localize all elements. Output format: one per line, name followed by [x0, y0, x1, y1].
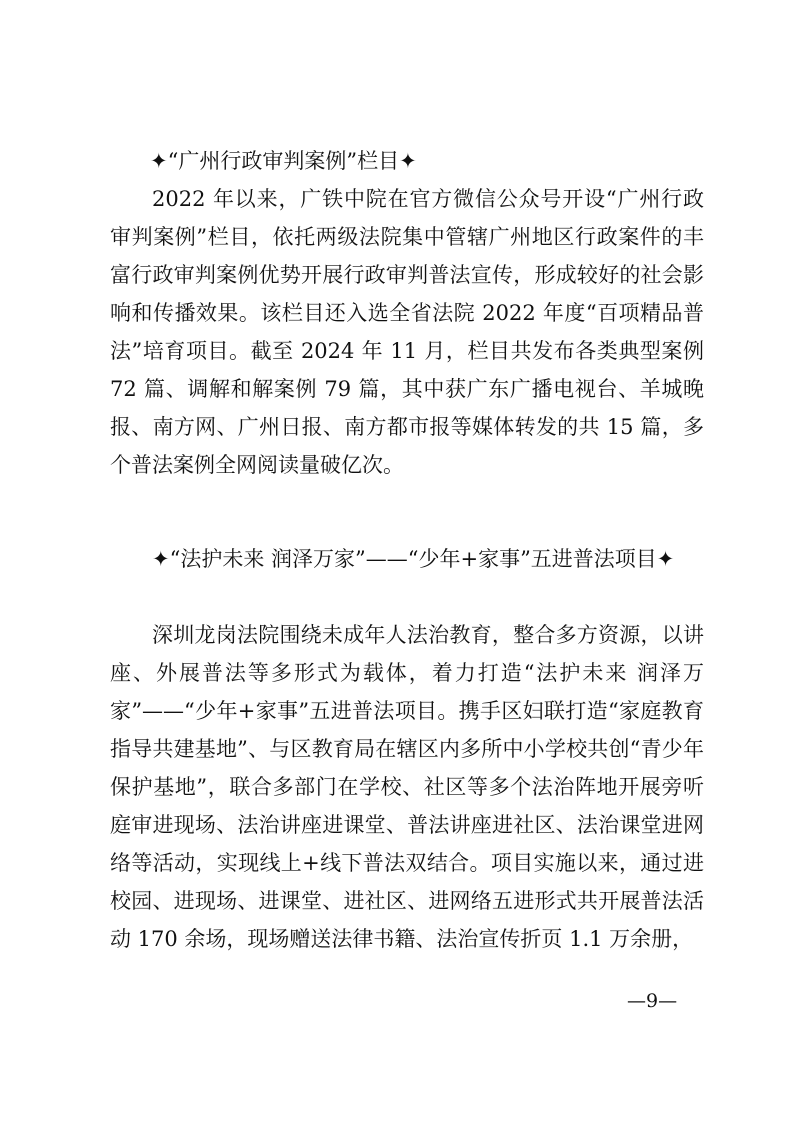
section-heading: ✦“广州行政审判案例”栏目✦ [150, 149, 417, 173]
section-paragraph: 深圳龙岗法院围绕未成年人法治教育，整合多方资源，以讲座、外展普法等多形式为载体，着力打造“法护未来 润泽万家”——“少年+家事”五进普法项目。携手区妇联打造“家庭教育指导共建基地”、与区教育局在辖区内多所中小学校共创“青少年保护基地”，联合多部门在学校、社区等多个法治阵地开展旁听庭审进现场、法治讲座进课堂、普法讲座进社区、法治课堂进网络等活动，实现线上+线下普法双结合。项目实施以来，通过进校园、进现场、进课堂、进社区、进网络五进形式共开展普法活动 170 余场，现场赠送法律书籍、法治宣传折页 1.1 万余册， [110, 623, 704, 951]
section-paragraph: 2022 年以来，广铁中院在官方微信公众号开设“广州行政审判案例”栏目，依托两级法院集中管辖广州地区行政案件的丰富行政审判案例优势开展行政审判普法宣传，形成较好的社会影响和传播效果。该栏目还入选全省法院 2022 年度“百项精品普法”培育项目。截至 2024 年 11 月，栏目共发布各类典型案例 72 篇、调解和解案例 79 篇，其中获广东广播电视台、羊城晚报、南方网、广州日报、南方都市报等媒体转发的共 15 篇，多个普法案例全网阅读量破亿次。 [110, 187, 704, 477]
page-number: —9— [627, 990, 678, 1012]
section-heading: ✦“法护未来 润泽万家”——“少年+家事”五进普法项目✦ [152, 547, 675, 571]
